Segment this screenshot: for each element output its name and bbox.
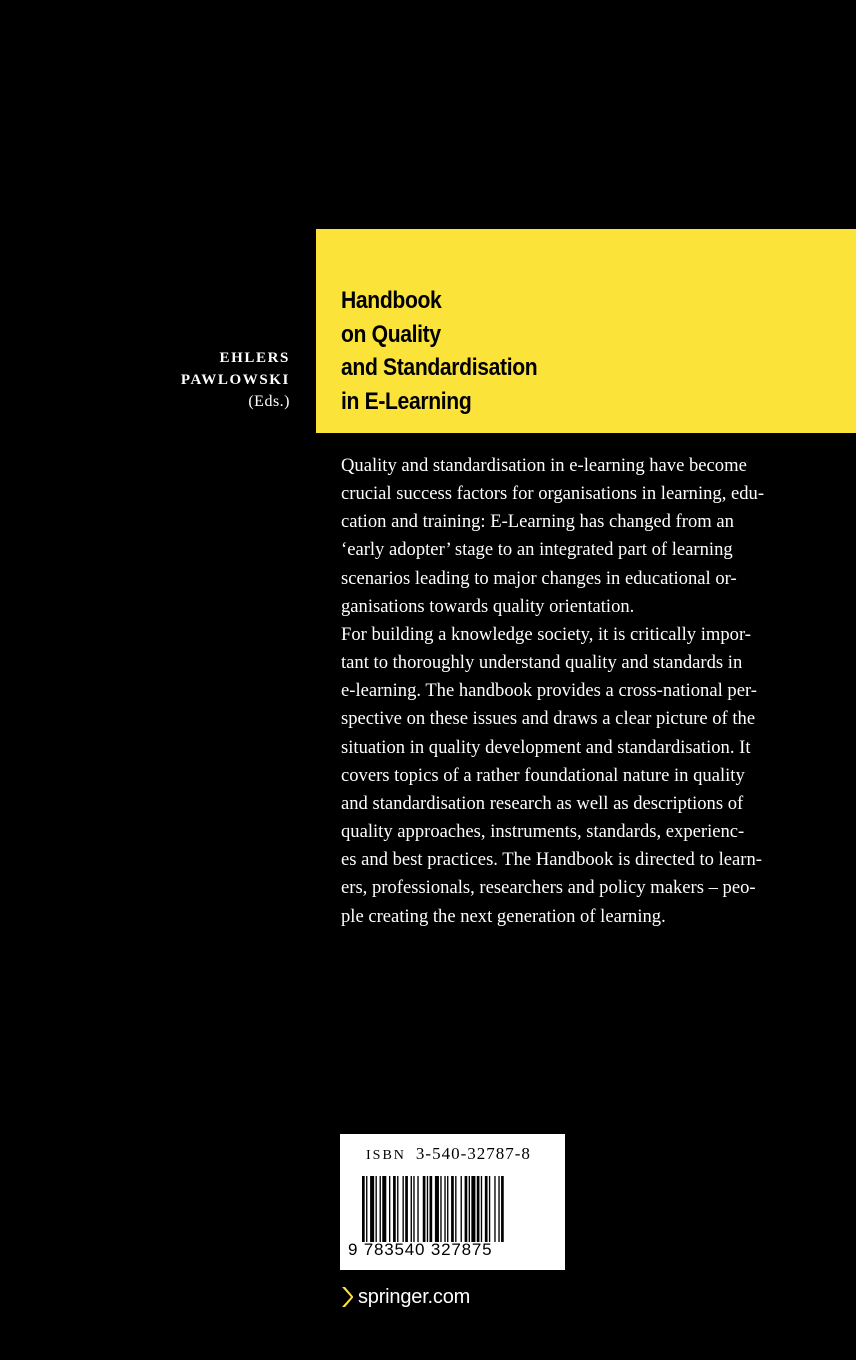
isbn-barcode-box	[340, 1134, 565, 1270]
barcode-bar	[362, 1176, 365, 1242]
isbn-number: 3-540-32787-8	[415, 1144, 531, 1163]
blurb-line: ‘early adopter’ stage to an integrated part of learning	[341, 539, 733, 561]
chevron-right-icon	[341, 1286, 353, 1308]
barcode-bar	[376, 1176, 377, 1242]
blurb-line: Quality and standardisation in e-learning have become	[341, 455, 747, 476]
blurb-line: spective on these issues and draws a clear picture of the	[341, 708, 756, 730]
isbn-label: ISBN	[366, 1148, 406, 1163]
blurb-line: es and best practices. The Handbook is directed to learn-	[341, 849, 762, 871]
barcode-bar	[477, 1176, 480, 1242]
barcode-bar	[413, 1176, 414, 1242]
blurb-line: ganisations towards quality orientation.	[341, 595, 635, 617]
book-title-line: in E-Learning	[341, 387, 472, 415]
blurb-line: ple creating the next generation of learning.	[341, 905, 666, 927]
barcode-bar	[455, 1176, 456, 1242]
barcode-bar	[405, 1176, 408, 1242]
blurb-line: crucial success factors for organisations in learning, edu-	[341, 483, 765, 505]
barcode-bar	[501, 1176, 504, 1242]
barcode-bar	[435, 1176, 439, 1242]
blurb-line: covers topics of a rather foundational nature in quality	[341, 764, 745, 786]
blurb-line: cation and training: E-Learning has changed from an	[341, 511, 734, 533]
barcode-bar	[498, 1176, 499, 1242]
barcode-bar	[494, 1176, 495, 1242]
barcode-bar	[366, 1176, 367, 1242]
barcode-bar	[451, 1176, 454, 1242]
blurb-line: situation in quality development and standardisation. It	[341, 736, 751, 758]
barcode-bar	[389, 1176, 390, 1242]
book-title-line: on Quality	[341, 320, 441, 348]
barcode-bar	[430, 1176, 433, 1242]
blurb-line: and standardisation research as well as descriptions of	[341, 792, 744, 814]
barcode-bar	[469, 1176, 470, 1242]
barcode-bar	[461, 1176, 462, 1242]
editors-credit	[181, 347, 290, 413]
barcode-bar	[447, 1176, 448, 1242]
barcode-icon	[362, 1176, 546, 1242]
publisher-link[interactable]	[341, 1283, 470, 1311]
barcode-bar	[440, 1176, 441, 1242]
barcode-bar	[380, 1176, 381, 1242]
blurb-line: scenarios leading to major changes in educational or-	[341, 567, 737, 589]
blurb-line: e-learning. The handbook provides a cross-national per-	[341, 680, 757, 702]
barcode-bar	[417, 1176, 418, 1242]
barcode-bar	[403, 1176, 404, 1242]
book-title-line: Handbook	[341, 287, 442, 314]
barcode-bar	[382, 1176, 386, 1242]
barcode-bar	[393, 1176, 396, 1242]
barcode-bar	[485, 1176, 488, 1242]
title-panel	[316, 229, 856, 433]
barcode-bar	[444, 1176, 445, 1242]
book-title	[341, 284, 537, 418]
editor-name: EHLERS	[219, 350, 290, 366]
isbn-line	[366, 1144, 531, 1164]
blurb-line: tant to thoroughly understand quality and standards in	[341, 652, 743, 674]
barcode-bar	[423, 1176, 426, 1242]
book-title-line: and Standardisation	[341, 354, 538, 381]
editor-name: PAWLOWSKI	[180, 372, 290, 388]
ean-number: 9 783540 327875	[348, 1240, 493, 1259]
barcode-bar	[471, 1176, 475, 1242]
barcode-bar	[427, 1176, 428, 1242]
barcode-bar	[465, 1176, 468, 1242]
blurb-line: quality approaches, instruments, standards, experienc-	[341, 821, 745, 843]
barcode-bar	[370, 1176, 374, 1242]
publisher-url: springer.com	[358, 1285, 471, 1308]
editors-suffix: (Eds.)	[248, 393, 290, 410]
barcode-bar	[397, 1176, 398, 1242]
back-cover-blurb	[341, 452, 819, 931]
blurb-line: For building a knowledge society, it is critically impor-	[341, 623, 751, 645]
blurb-line: ers, professionals, researchers and policy makers – peo-	[341, 877, 756, 899]
barcode-bar	[481, 1176, 482, 1242]
barcode-bar	[411, 1176, 412, 1242]
barcode-bar	[489, 1176, 490, 1242]
